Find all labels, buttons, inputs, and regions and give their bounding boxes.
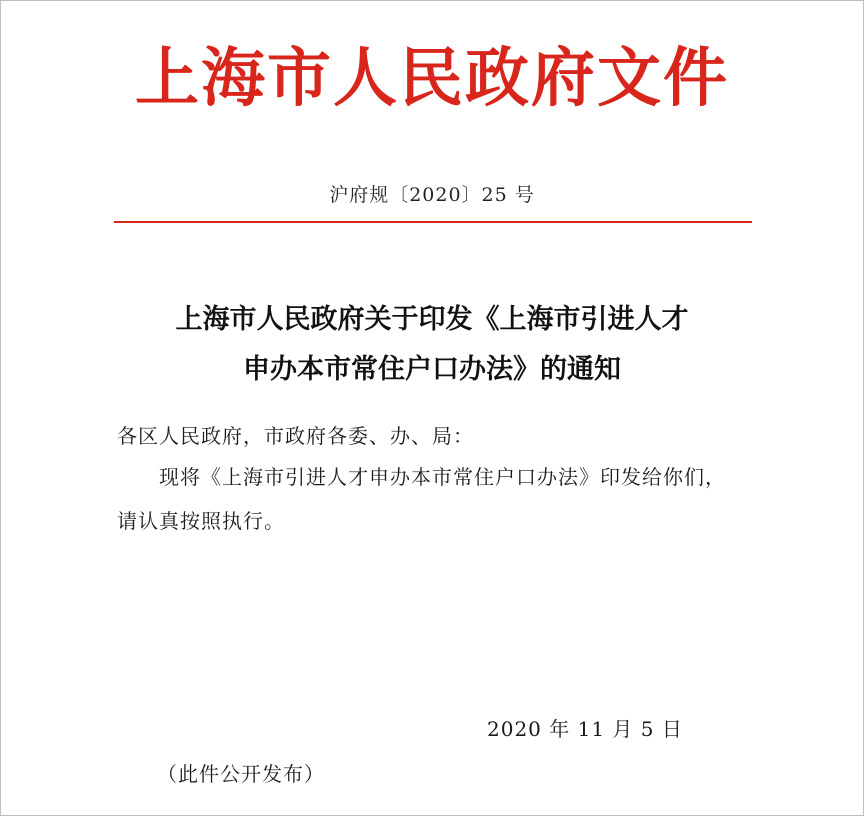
body-paragraph-line-2: 请认真按照执行。 xyxy=(117,509,285,533)
salutation: 各区人民政府，市政府各委、办、局： xyxy=(117,424,474,448)
disclosure-note: （此件公开发布） xyxy=(157,762,325,786)
notice-title-line-2: 申办本市常住户口办法》的通知 xyxy=(243,354,621,385)
notice-title-line-1: 上海市人民政府关于印发《上海市引进人才 xyxy=(175,304,689,335)
document-number: 沪府规〔2020〕25 号 xyxy=(329,184,535,206)
issue-date: 2020 年 11 月 5 日 xyxy=(487,717,683,741)
red-divider-line xyxy=(114,221,752,223)
body-paragraph-line-1: 现将《上海市引进人才申办本市常住户口办法》印发给你们， xyxy=(159,465,726,489)
masthead-title: 上海市人民政府文件 xyxy=(135,41,729,116)
